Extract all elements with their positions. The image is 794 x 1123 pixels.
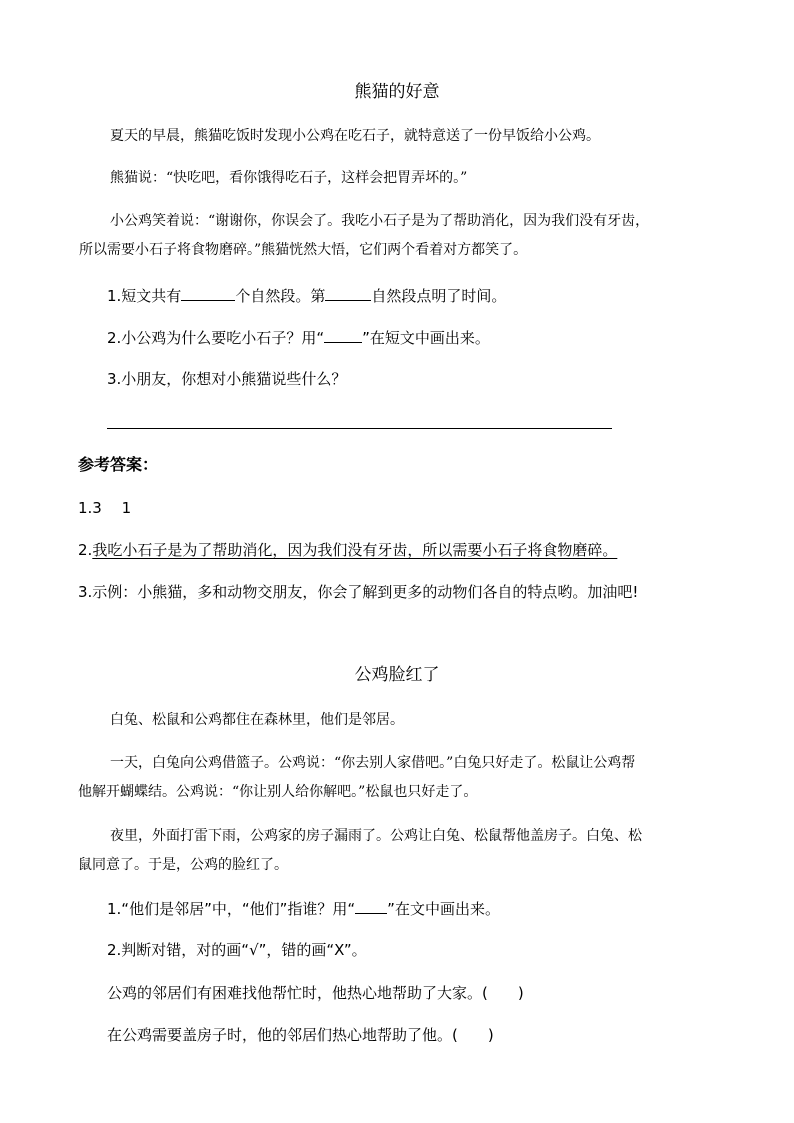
story2-paragraph-2-line-1: 一天，白兔向公鸡借篮子。公鸡说：“你去别人家借吧。”白兔只好走了。松鼠让公鸡帮	[110, 755, 636, 771]
judgment-statement-1: 公鸡的邻居们有困难找他帮忙时，他热心地帮助了大家。( )	[107, 984, 524, 1002]
story1-title: 熊猫的好意	[354, 82, 440, 102]
answer-2	[78, 540, 617, 560]
question-1-text-b: 个自然段。第	[235, 287, 326, 305]
story2-question-1	[107, 898, 500, 919]
story2-paragraph-1: 白兔、松鼠和公鸡都住在森林里，他们是邻居。	[110, 712, 404, 728]
answer-2-number: 2.	[78, 541, 93, 559]
judgment-statement-2: 在公鸡需要盖房子时，他的邻居们热心地帮助了他。( )	[107, 1026, 494, 1044]
question-1-text-c: 自然段点明了时间。	[371, 287, 507, 305]
story1-question-3: 3.小朋友，你想对小熊猫说些什么？	[107, 370, 347, 388]
story1-paragraph-2: 熊猫说：“快吃吧，看你饿得吃石子，这样会把胃弄坏的。”	[110, 170, 468, 186]
story2-paragraph-3-line-1: 夜里，外面打雷下雨，公鸡家的房子漏雨了。公鸡让白兔、松鼠帮他盖房子。白兔、松	[110, 828, 642, 844]
question-1-text-a: 1.“他们是邻居”中，“他们”指谁？用“	[107, 900, 356, 918]
story2-paragraph-2-line-2: 他解开蝴蝶结。公鸡说：“你让别人给你解吧。”松鼠也只好走了。	[78, 784, 478, 800]
answers-heading: 参考答案：	[78, 455, 159, 474]
answer-blank[interactable]	[355, 898, 387, 914]
answer-1: 1.3 1	[78, 499, 132, 517]
question-2-text-a: 2.小公鸡为什么要吃小石子？用“	[107, 329, 325, 347]
story1-question-2	[107, 327, 490, 348]
question-1-text-b: ”在文中画出来。	[387, 900, 500, 918]
answer-writing-line[interactable]	[107, 428, 612, 429]
story2-title: 公鸡脸红了	[354, 665, 440, 685]
question-1-text-a: 1.短文共有	[107, 287, 182, 305]
story1-paragraph-3-line-2: 所以需要小石子将食物磨碎。”熊猫恍然大悟，它们两个看着对方都笑了。	[79, 242, 528, 258]
story1-paragraph-1: 夏天的早晨，熊猫吃饭时发现小公鸡在吃石子，就特意送了一份早饭给小公鸡。	[110, 128, 600, 144]
story1-question-1	[107, 285, 506, 306]
answer-blank[interactable]	[181, 285, 235, 301]
answer-2-underlined-text: 我吃小石子是为了帮助消化，因为我们没有牙齿，所以需要小石子将食物磨碎。	[92, 541, 618, 559]
answer-3: 3.示例：小熊猫，多和动物交朋友，你会了解到更多的动物们各自的特点哟。加油吧!	[78, 583, 639, 601]
answer-blank[interactable]	[324, 327, 362, 343]
story1-paragraph-3-line-1: 小公鸡笑着说：“谢谢你，你误会了。我吃小石子是为了帮助消化，因为我们没有牙齿，	[110, 213, 650, 229]
story2-paragraph-3-line-2: 鼠同意了。于是，公鸡的脸红了。	[78, 857, 288, 873]
story2-question-2: 2.判断对错，对的画“√”，错的画“X”。	[107, 941, 367, 959]
question-2-text-b: ”在短文中画出来。	[362, 329, 490, 347]
answer-blank[interactable]	[325, 285, 371, 301]
